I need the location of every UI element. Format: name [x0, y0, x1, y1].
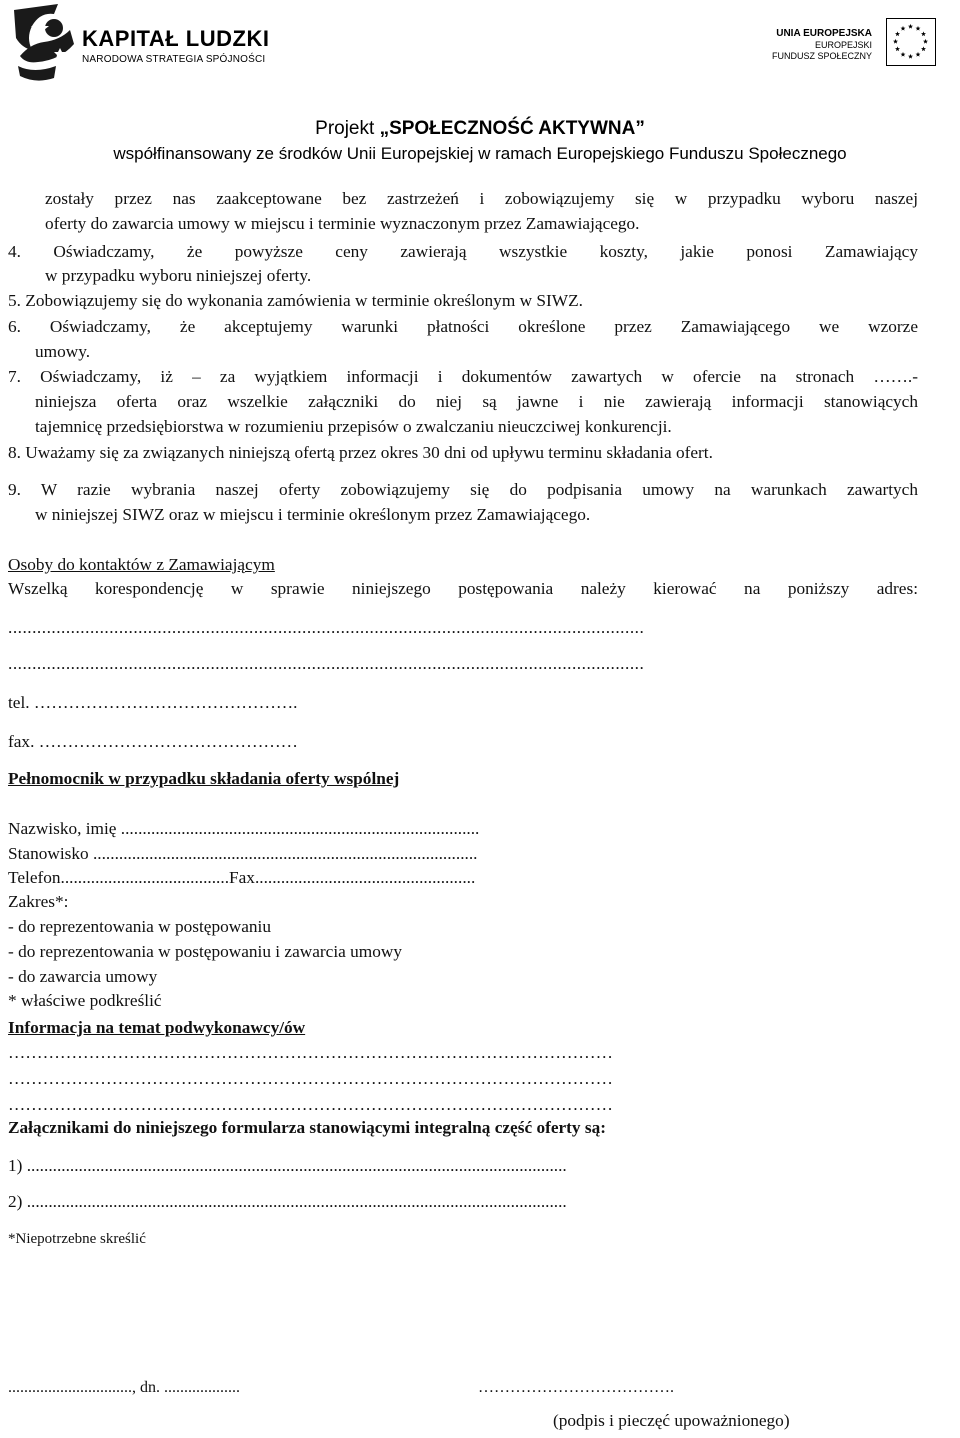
kapital-ludzki-emblem-icon: [10, 4, 80, 84]
logo-kapital-ludzki-subtitle: NARODOWA STRATEGIA SPÓJNOŚCI: [82, 54, 266, 65]
eu-star-icon: [893, 39, 898, 44]
logo-ue-line2: EUROPEJSKI: [814, 40, 872, 50]
item-6-line-2: umowy.: [35, 342, 91, 361]
address-dots-line-2: ....................................................................................................................................: [8, 654, 645, 673]
proxy-phone-fax-field: Telefon.......................................Fax...................................................: [8, 868, 476, 887]
continued-text-line-1: zostały przez nas zaakceptowane bez zastrzeżeń i zobowiązujemy się w przypadku wyboru naszej: [45, 189, 918, 208]
item-5: 5. Zobowiązujemy się do wykonania zamówienia w terminie określonym w SIWZ.: [8, 291, 583, 310]
project-name: „SPOŁECZNOŚĆ AKTYWNA”: [379, 118, 645, 139]
eu-stars-icon: [887, 19, 934, 64]
eu-star-icon: [908, 24, 913, 29]
address-dots-line-1: ....................................................................................................................................: [8, 618, 645, 637]
eu-star-icon: [916, 52, 921, 57]
eu-star-icon: [923, 39, 928, 44]
subcontractor-section-header: Informacja na temat podwykonawcy/ów: [8, 1018, 306, 1037]
item-4-line-2: w przypadku wyboru niniejszej oferty.: [45, 266, 312, 285]
contact-instruction: Wszelką korespondencję w sprawie niniejszego postępowania należy kierować na poniższy adres:: [8, 579, 918, 598]
date-place-field: ..............................., dn. ...................: [8, 1379, 240, 1396]
eu-star-icon: [901, 52, 906, 57]
contact-section-header: Osoby do kontaktów z Zamawiającym: [8, 555, 275, 574]
proxy-section-header: Pełnomocnik w przypadku składania oferty wspólnej: [8, 769, 400, 788]
eu-star-icon: [921, 31, 926, 36]
footnote-strike: *Niepotrzebne skreślić: [8, 1231, 146, 1247]
attachment-2: 2) .............................................................................................................................: [8, 1192, 567, 1211]
proxy-name-field: Nazwisko, imię ...................................................................................: [8, 819, 480, 838]
continued-text-line-2: oferty do zawarcia umowy w miejscu i terminie wyznaczonym przez Zamawiającego.: [45, 214, 640, 233]
subcontractor-dots-line-1: ……………………………………………………………………………………………: [8, 1043, 613, 1062]
eu-flag-icon: [886, 18, 936, 66]
item-6-line-1: 6. Oświadczamy, że akceptujemy warunki płatności określone przez Zamawiającego we wzorze: [8, 317, 918, 336]
logo-ue-line1: UNIA EUROPEJSKA: [776, 28, 872, 39]
item-9-line-1: 9. W razie wybrania naszej oferty zobowiązujemy się do podpisania umowy na warunkach zawartych: [8, 480, 918, 499]
subcontractor-dots-line-3: ……………………………………………………………………………………………: [8, 1095, 613, 1114]
signature-caption: (podpis i pieczęć upoważnionego): [553, 1411, 790, 1430]
project-title: [0, 118, 960, 140]
eu-star-icon: [901, 26, 906, 31]
logo-ue-line3: FUNDUSZ SPOŁECZNY: [771, 51, 872, 61]
contact-tel: tel. ……………………………………….: [8, 693, 298, 712]
item-7-line-3: tajemnicę przedsiębiorstwa w rozumieniu przepisów o zwalczaniu nieuczciwej konkurencji.: [35, 417, 672, 436]
eu-star-icon: [921, 46, 926, 51]
proxy-scope-option-3: - do zawarcia umowy: [8, 967, 158, 986]
proxy-scope-label: Zakres*:: [8, 892, 69, 911]
eu-star-icon: [895, 46, 900, 51]
item-9-line-2: w niniejszej SIWZ oraz w miejscu i terminie określonym przez Zamawiającego.: [35, 505, 591, 524]
proxy-position-field: Stanowisko .........................................................................................: [8, 844, 478, 863]
eu-star-icon: [916, 26, 921, 31]
attachment-1: 1) .............................................................................................................................: [8, 1156, 567, 1175]
proxy-scope-option-1: - do reprezentowania w postępowaniu: [8, 917, 271, 936]
eu-star-icon: [895, 31, 900, 36]
project-subtitle: współfinansowany ze środków Unii Europejskiej w ramach Europejskiego Funduszu Społecznego: [113, 144, 847, 163]
subcontractor-dots-line-2: ……………………………………………………………………………………………: [8, 1069, 613, 1088]
contact-fax: fax. ………………………………………: [8, 732, 298, 751]
logo-kapital-ludzki-title: KAPITAŁ LUDZKI: [82, 26, 270, 51]
item-7-line-1: 7. Oświadczamy, iż – za wyjątkiem informacji i dokumentów zawartych w ofercie na stronach …….-: [8, 367, 918, 386]
signature-dots: ……………………………….: [478, 1379, 674, 1396]
project-prefix: Projekt: [315, 118, 380, 139]
item-8: 8. Uważamy się za związanych niniejszą ofertą przez okres 30 dni od upływu terminu składania ofert.: [8, 443, 713, 462]
item-7-line-2: niniejsza oferta oraz wszelkie załączniki do niej są jawne i nie zawierają informacji stanowiących: [35, 392, 918, 411]
proxy-scope-note: * właściwe podkreślić: [8, 991, 162, 1010]
item-4-line-1: 4. Oświadczamy, że powyższe ceny zawierają wszystkie koszty, jakie ponosi Zamawiający: [8, 242, 918, 261]
proxy-scope-option-2: - do reprezentowania w postępowaniu i zawarcia umowy: [8, 942, 402, 961]
attachments-header: Załącznikami do niniejszego formularza stanowiącymi integralną część oferty są:: [8, 1118, 607, 1137]
eu-star-icon: [908, 54, 913, 59]
